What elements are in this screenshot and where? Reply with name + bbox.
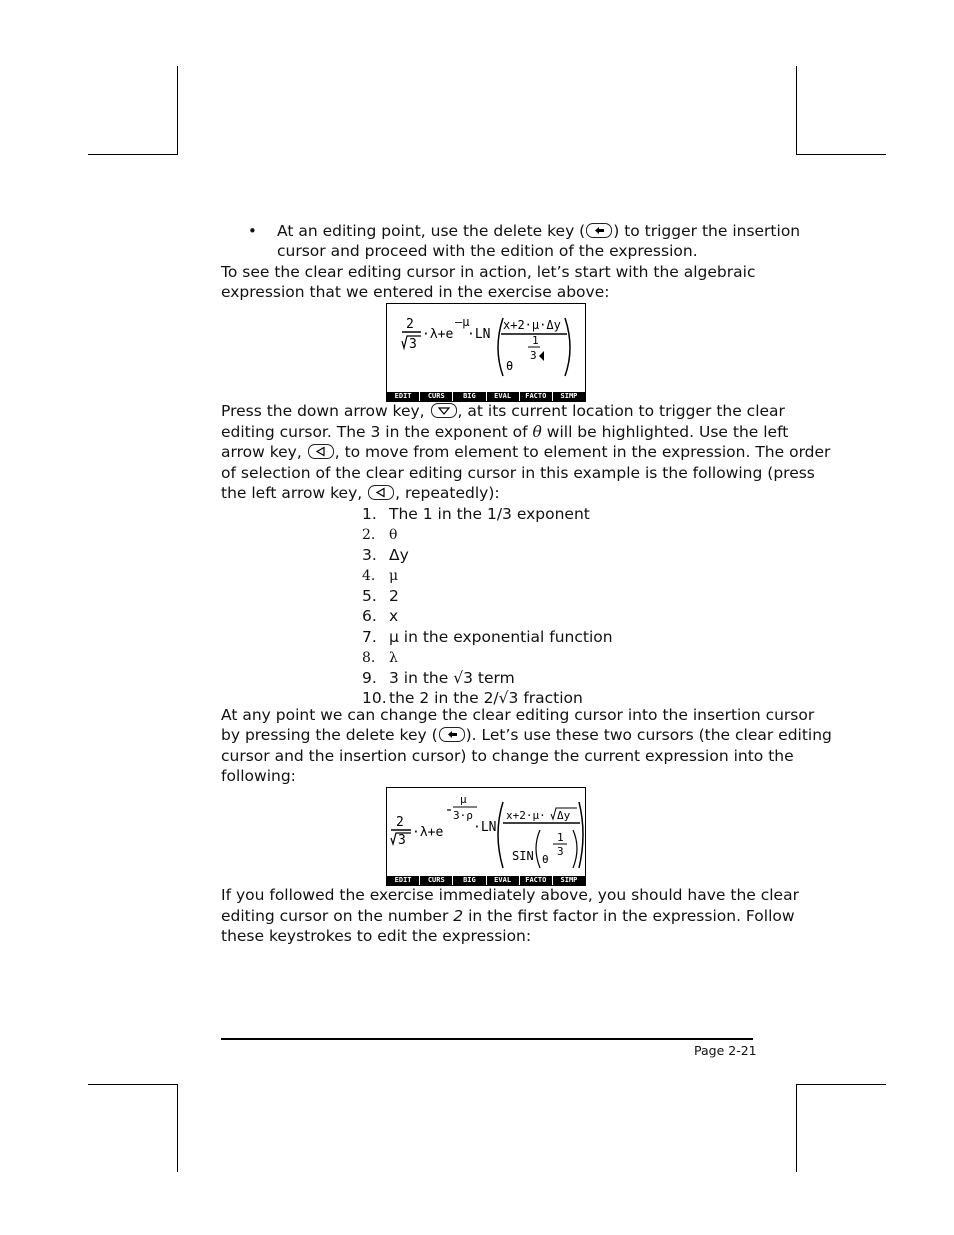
delete-key-icon [586, 223, 612, 238]
expr-top: x+2·μ·Δy [503, 318, 561, 332]
expr-theta: θ [542, 853, 549, 866]
list-item-text: μ in the exponential function [389, 627, 613, 646]
text: , repeatedly): [395, 484, 500, 502]
text: editing cursor on the number [221, 907, 454, 925]
expr-num: 2 [396, 815, 404, 830]
menu-bar [387, 876, 585, 885]
expr-frac-den: 3 [530, 349, 537, 362]
list-item-text: x [389, 607, 399, 626]
para4-line-3: these keystrokes to edit the expression: [221, 927, 532, 945]
list-item-text: The 1 in the 1/3 exponent [389, 505, 590, 523]
softkey-big[interactable]: BIG [453, 392, 485, 401]
list-item [362, 647, 613, 668]
list-item-number: 10. [362, 688, 387, 707]
expr-exp: –μ [455, 315, 470, 329]
expr-ln: ·LN [467, 327, 491, 342]
list-item-number: 6. [362, 607, 377, 626]
text: ). Let’s use these two cursors (the clear editing [465, 726, 832, 744]
text: , to move from element to element in the expression. The order [334, 443, 831, 461]
para2-line-4: of selection of the clear editing cursor in this example is the following (press [221, 464, 815, 482]
left-arrow-key-icon [368, 485, 394, 500]
text: ) to trigger the insertion [613, 222, 801, 240]
text: Press the down arrow key, [221, 402, 430, 420]
expr-top: x+2·μ· [506, 809, 546, 822]
list-item [362, 545, 613, 565]
para2-line-1 [221, 401, 785, 422]
para2-line-5 [221, 483, 500, 504]
selection-order-list [362, 504, 613, 708]
expr-frac-num: 1 [532, 334, 539, 347]
para3-line-3: cursor and the insertion cursor) to change the current expression into the [221, 747, 794, 765]
para2-line-2 [221, 422, 788, 443]
list-item [362, 668, 613, 688]
bullet-line-1 [277, 221, 800, 242]
list-item-number: 4. [362, 568, 376, 585]
list-item-number: 3. [362, 546, 377, 565]
list-item-number: 5. [362, 587, 377, 606]
list-item [362, 586, 613, 606]
list-item-number: 7. [362, 627, 377, 646]
emphasis-number: 2 [453, 907, 464, 925]
page-number: Page 2-21 [694, 1043, 757, 1058]
text: editing cursor. The 3 in the exponent of [221, 423, 533, 441]
list-item [362, 606, 613, 626]
list-item-text: 2 [389, 587, 399, 606]
text: in the first factor in the expression. Follow [463, 907, 795, 925]
softkey-facto[interactable]: FACTO [520, 876, 552, 885]
left-arrow-key-icon [308, 444, 334, 459]
expr-ln: ·LN [473, 820, 497, 835]
expr-frac-num: 1 [557, 831, 564, 844]
para3-line-1: At any point we can change the clear editing cursor into the insertion cursor [221, 706, 815, 724]
calculator-screen-2 [386, 787, 586, 886]
list-item [362, 524, 613, 545]
bullet-dot: • [248, 222, 257, 240]
para1-line-1: To see the clear editing cursor in action, let’s start with the algebraic [221, 263, 756, 281]
list-item-text: Δy [389, 546, 409, 565]
text: by pressing the delete key ( [221, 726, 438, 744]
expr-sqrt-den: 3 [409, 337, 417, 352]
para4-line-1: If you followed the exercise immediately above, you should have the clear [221, 886, 799, 904]
softkey-edit[interactable]: EDIT [387, 876, 419, 885]
softkey-big[interactable]: BIG [453, 876, 485, 885]
expr-frac-den: 3 [557, 845, 564, 858]
calculator-screen-1 [386, 303, 586, 402]
para3-line-4: following: [221, 767, 296, 785]
para4-line-2 [221, 906, 795, 927]
down-arrow-key-icon [431, 403, 457, 418]
theta-symbol: θ [532, 423, 542, 441]
softkey-eval[interactable]: EVAL [487, 392, 519, 401]
list-item-text: 3 in the √3 term [389, 668, 515, 687]
softkey-facto[interactable]: FACTO [520, 392, 552, 401]
list-item-number: 1. [362, 505, 377, 523]
text: arrow key, [221, 443, 307, 461]
expr-lambda: ·λ+e [412, 825, 444, 840]
list-item-number: 8. [362, 649, 376, 666]
expr-sin: SIN [512, 849, 534, 863]
para1-line-2: expression that we entered in the exercise above: [221, 283, 610, 301]
list-item-text: λ [389, 649, 398, 666]
softkey-curs[interactable]: CURS [420, 876, 452, 885]
list-item [362, 504, 613, 524]
bullet-line-2: cursor and proceed with the edition of the expression. [277, 242, 698, 260]
expr-sqrt-den: 3 [398, 833, 406, 848]
list-item-number: 2. [362, 527, 376, 544]
expr-top-sqrt: Δy [557, 809, 571, 822]
softkey-curs[interactable]: CURS [420, 392, 452, 401]
expr-num: 2 [406, 317, 414, 332]
text: , at its current location to trigger the clear [457, 402, 785, 420]
list-item [362, 627, 613, 647]
expr-theta: θ [506, 359, 514, 373]
softkey-simp[interactable]: SIMP [553, 876, 585, 885]
para3-line-2 [221, 725, 832, 746]
footer-rule [221, 1038, 753, 1040]
text: will be highlighted. Use the left [541, 423, 789, 441]
para2-line-3 [221, 442, 830, 463]
list-item-text: θ [389, 527, 398, 544]
expr-exp-den: 3·ρ [453, 809, 473, 822]
expr-exp-num: μ [460, 793, 467, 806]
expr-lambda: ·λ+e [422, 327, 454, 342]
list-item-text: the 2 in the 2/√3 fraction [389, 688, 583, 707]
softkey-edit[interactable]: EDIT [387, 392, 419, 401]
text: the left arrow key, [221, 484, 368, 502]
list-item [362, 565, 613, 586]
list-item-text: μ [389, 568, 399, 585]
softkey-simp[interactable]: SIMP [553, 392, 585, 401]
menu-bar [387, 392, 585, 401]
delete-key-icon [439, 727, 465, 742]
list-item-number: 9. [362, 668, 377, 687]
softkey-eval[interactable]: EVAL [487, 876, 519, 885]
text: At an editing point, use the delete key ( [277, 222, 586, 240]
